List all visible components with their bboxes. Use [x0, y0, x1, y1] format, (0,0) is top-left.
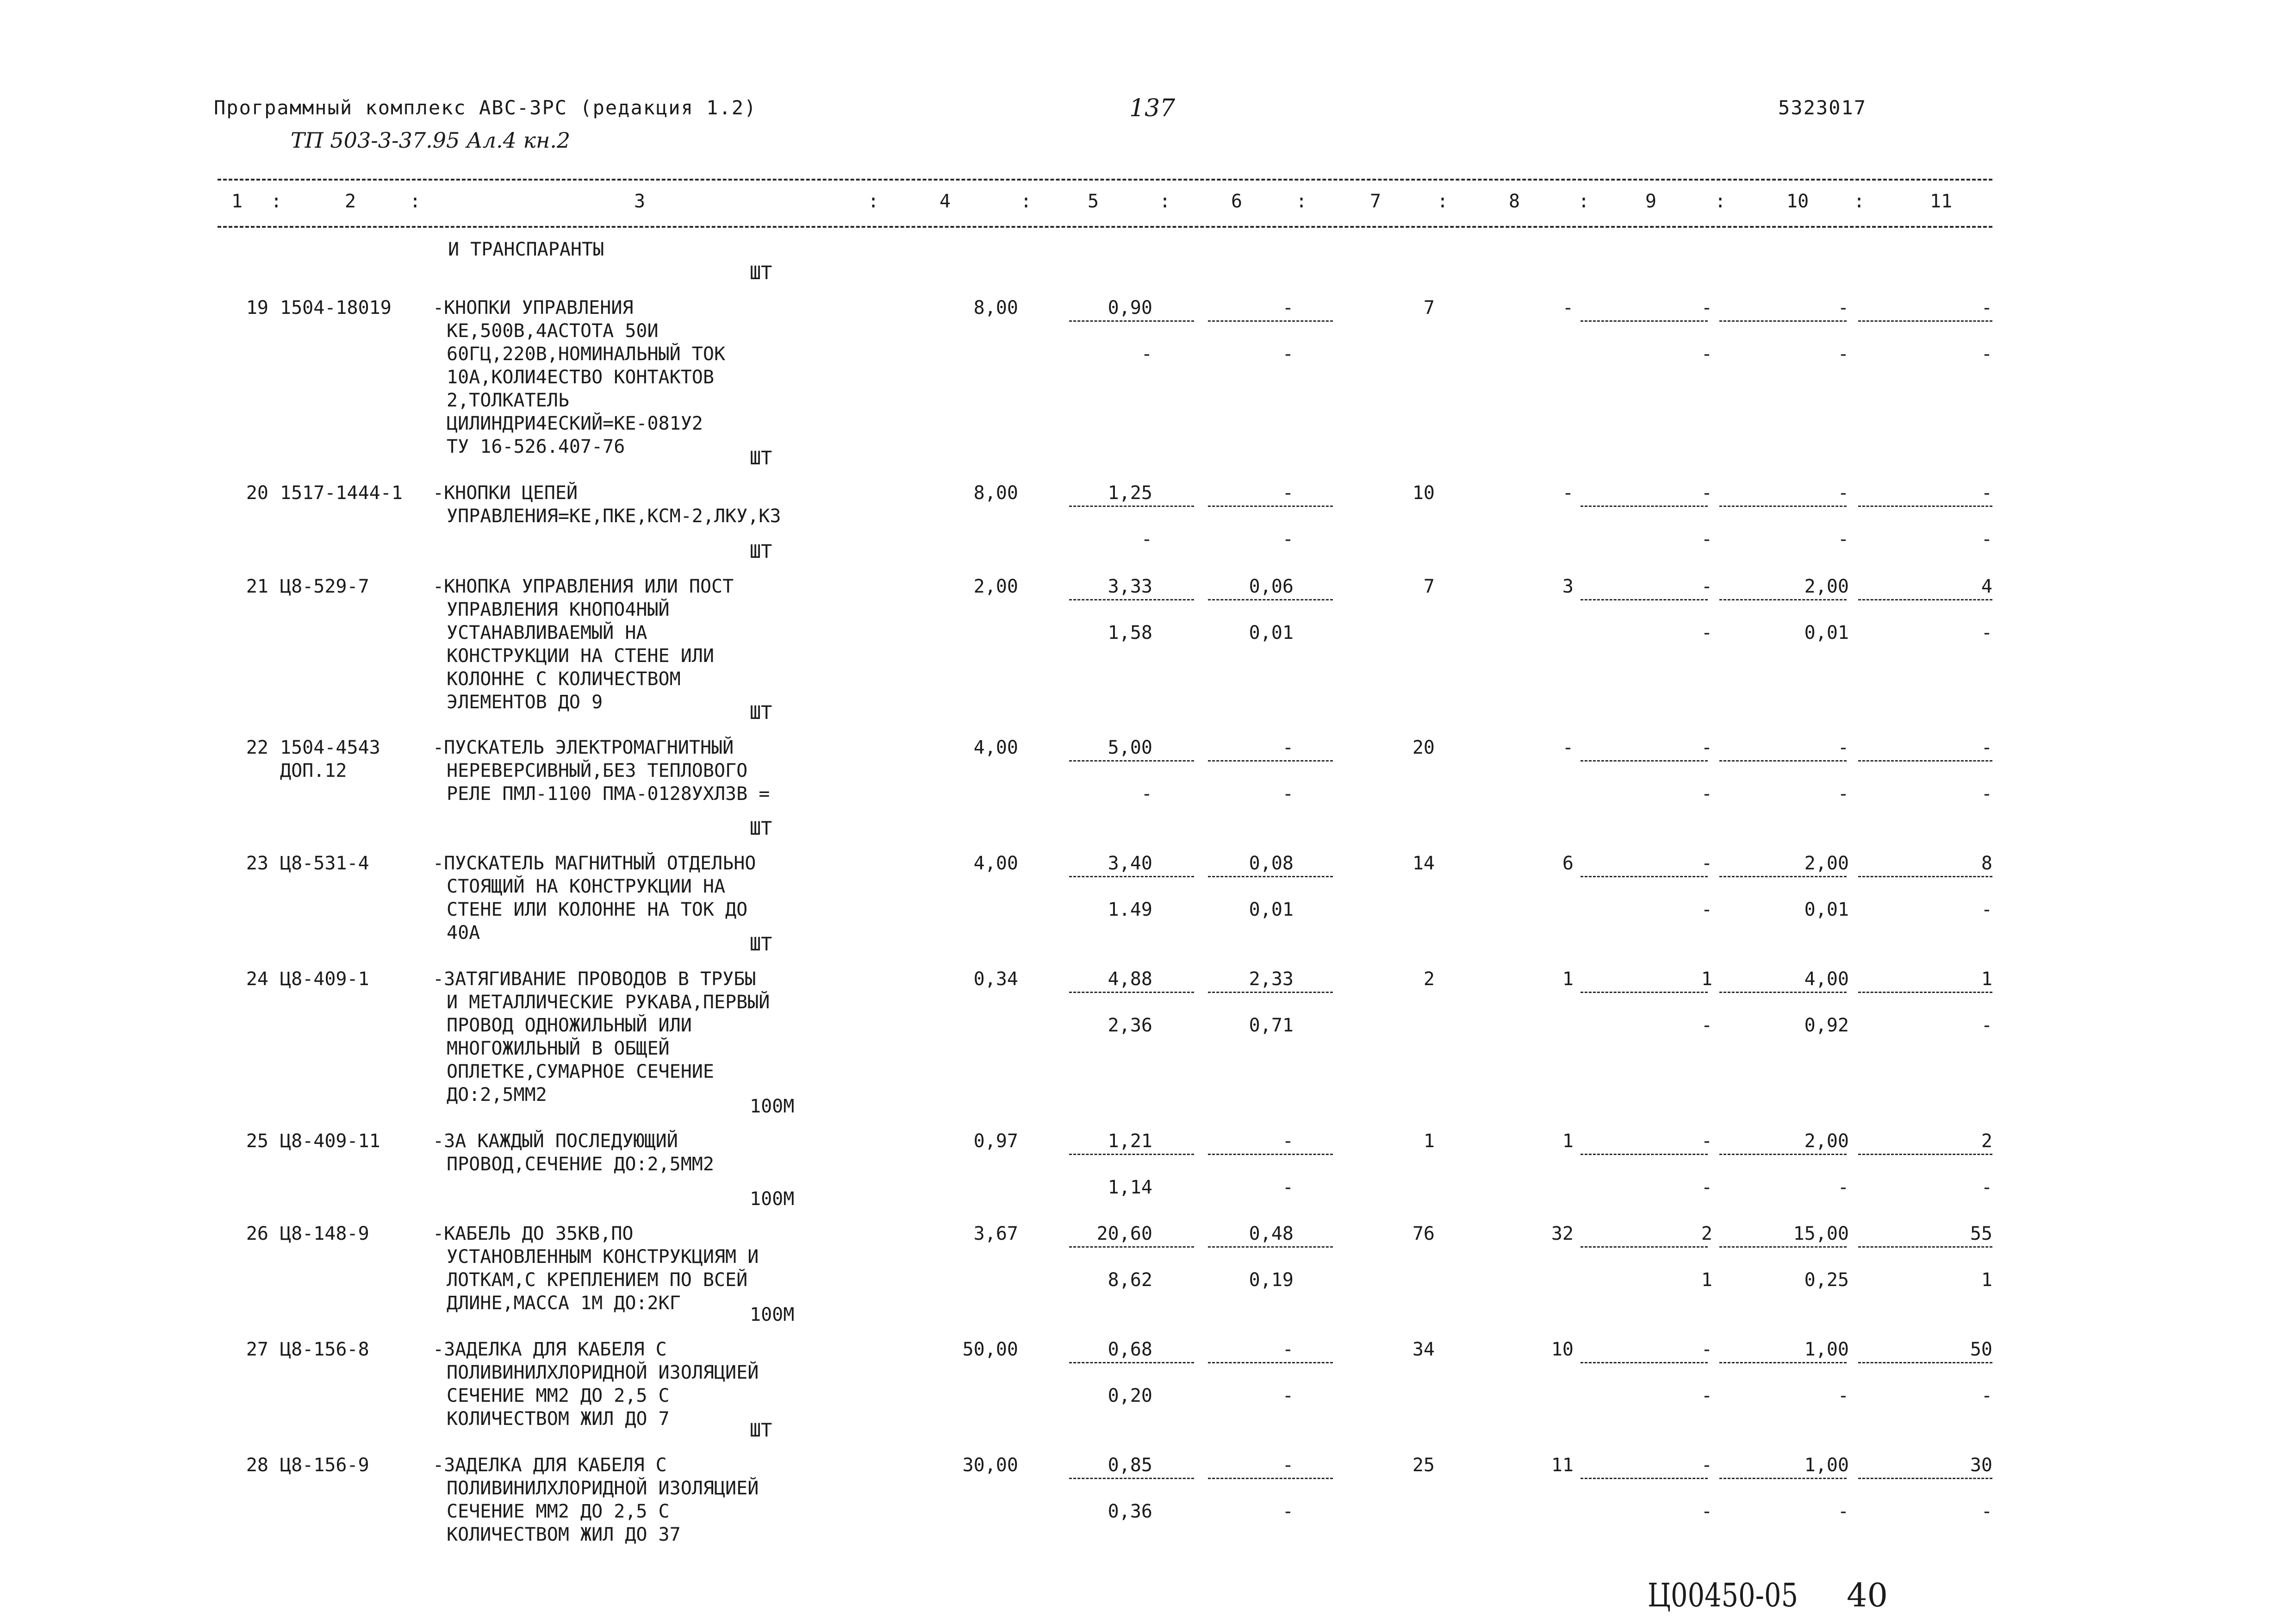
column-number-2: 2: [345, 191, 356, 212]
col9-top: 1: [1701, 968, 1712, 990]
col5-bottom: 0,20: [1108, 1385, 1152, 1406]
price-code: 1517-1444-1: [280, 482, 403, 504]
row-number: 21: [246, 576, 268, 597]
col7-value: 7: [1423, 297, 1435, 319]
work-description: -ЗАДЕЛКА ДЛЯ КАБЕЛЯ С ПОЛИВИНИЛХЛОРИДНОЙ ИЗОЛЯЦИЕЙ СЕЧЕНИЕ ММ2 ДО 2,5 С КОЛИЧЕСТВОМ ЖИЛ ДО 7: [433, 1339, 759, 1430]
fraction-divider: [1208, 320, 1333, 322]
col5-bottom: 1,14: [1108, 1177, 1152, 1198]
quantity: 30,00: [962, 1455, 1018, 1476]
fraction-divider: [1719, 1246, 1847, 1248]
column-separator: :: [410, 191, 421, 212]
archive-stamp: Ц00450-05: [1648, 1576, 1798, 1614]
col5-top: 0,68: [1108, 1339, 1152, 1360]
col11-top: 2: [1981, 1131, 1992, 1152]
work-description: -ПУСКАТЕЛЬ ЭЛЕКТРОМАГНИТНЫЙ НЕРЕВЕРСИВНЫЙ,БЕЗ ТЕПЛОВОГО РЕЛЕ ПМЛ-1100 ПМА-0128УХЛЗВ =: [433, 737, 770, 805]
quantity: 0,34: [973, 968, 1018, 990]
col5-top: 1,21: [1108, 1131, 1152, 1152]
col7-value: 34: [1412, 1339, 1435, 1360]
quantity: 4,00: [973, 737, 1018, 758]
col9-bottom: -: [1701, 622, 1712, 643]
fraction-divider: [1719, 599, 1847, 600]
fraction-divider: [1719, 1154, 1847, 1155]
work-description: -ЗА КАЖДЫЙ ПОСЛЕДУЮЩИЙ ПРОВОД,СЕЧЕНИЕ ДО:2,5ММ2: [433, 1131, 714, 1175]
unit-label: ШТ: [750, 702, 772, 724]
column-number-4: 4: [940, 191, 951, 212]
col10-top: 1,00: [1804, 1455, 1849, 1476]
col8-value: -: [1562, 482, 1574, 504]
col8-value: 1: [1562, 1131, 1574, 1152]
col9-bottom: -: [1701, 1385, 1712, 1406]
unit-label: ШТ: [750, 934, 772, 955]
fraction-divider: [1858, 1154, 1992, 1155]
price-code: Ц8-148-9: [280, 1223, 369, 1244]
fraction-divider: [1580, 992, 1708, 993]
col11-top: 8: [1981, 853, 1992, 874]
col6-top: -: [1282, 1339, 1294, 1360]
unit-label: ШТ: [750, 262, 772, 284]
col10-bottom: 0,01: [1804, 622, 1849, 643]
unit-label: ШТ: [750, 1420, 772, 1441]
fraction-divider: [1208, 1478, 1333, 1479]
header-rule-bottom: [218, 226, 1992, 228]
col11-bottom: -: [1981, 622, 1992, 643]
col9-bottom: -: [1701, 529, 1712, 550]
col10-top: -: [1837, 737, 1849, 758]
price-code: 1504-18019: [280, 297, 392, 319]
fraction-divider: [1580, 760, 1708, 762]
col10-bottom: -: [1837, 344, 1849, 365]
fraction-divider: [1069, 1362, 1194, 1363]
col5-bottom: 2,36: [1108, 1015, 1152, 1036]
col6-top: -: [1282, 482, 1294, 504]
fraction-divider: [1580, 876, 1708, 877]
column-separator: :: [1715, 191, 1726, 212]
quantity: 8,00: [973, 482, 1018, 504]
fraction-divider: [1069, 1478, 1194, 1479]
row-number: 24: [246, 968, 268, 990]
col9-bottom: -: [1701, 344, 1712, 365]
unit-label: ШТ: [750, 818, 772, 839]
sheet-number: 40: [1847, 1576, 1888, 1614]
col5-top: 0,90: [1108, 297, 1152, 319]
col11-top: 55: [1970, 1223, 1992, 1244]
fraction-divider: [1719, 320, 1847, 322]
fraction-divider: [1208, 760, 1333, 762]
col6-top: 2,33: [1249, 968, 1294, 990]
row-number: 19: [246, 297, 268, 319]
price-code: Ц8-409-11: [280, 1131, 380, 1152]
fraction-divider: [1580, 1246, 1708, 1248]
col9-bottom: 1: [1701, 1269, 1712, 1291]
col6-bottom: -: [1282, 344, 1294, 365]
col7-value: 7: [1423, 576, 1435, 597]
col11-bottom: -: [1981, 529, 1992, 550]
col6-top: -: [1282, 1131, 1294, 1152]
col10-bottom: -: [1837, 1177, 1849, 1198]
fraction-divider: [1208, 876, 1333, 877]
col11-bottom: -: [1981, 899, 1992, 920]
col6-bottom: -: [1282, 1501, 1294, 1522]
col8-value: 1: [1562, 968, 1574, 990]
col6-bottom: -: [1282, 783, 1294, 805]
col11-bottom: 1: [1981, 1269, 1992, 1291]
col11-top: 50: [1970, 1339, 1992, 1360]
col8-value: -: [1562, 297, 1574, 319]
fraction-divider: [1069, 992, 1194, 993]
fraction-divider: [1719, 1478, 1847, 1479]
row-number: 25: [246, 1131, 268, 1152]
col7-value: 25: [1412, 1455, 1435, 1476]
col9-top: -: [1701, 737, 1712, 758]
fraction-divider: [1069, 876, 1194, 877]
fraction-divider: [1858, 1362, 1992, 1363]
col9-top: -: [1701, 1339, 1712, 1360]
col5-bottom: -: [1141, 783, 1152, 805]
col10-bottom: -: [1837, 783, 1849, 805]
quantity: 0,97: [973, 1131, 1018, 1152]
col7-value: 20: [1412, 737, 1435, 758]
fraction-divider: [1208, 992, 1333, 993]
column-number-11: 11: [1930, 191, 1953, 212]
column-number-9: 9: [1645, 191, 1657, 212]
fraction-divider: [1069, 506, 1194, 507]
col9-bottom: -: [1701, 1177, 1712, 1198]
col5-bottom: -: [1141, 344, 1152, 365]
fraction-divider: [1208, 506, 1333, 507]
fraction-divider: [1069, 599, 1194, 600]
work-description: -КНОПКА УПРАВЛЕНИЯ ИЛИ ПОСТ УПРАВЛЕНИЯ КНОПО4НЫЙ УСТАНАВЛИВАЕМЫЙ НА КОНСТРУКЦИИ НА СТЕНЕ ИЛИ КОЛОННЕ С КОЛИЧЕСТВОМ ЭЛЕМЕНТОВ ДО 9: [433, 576, 734, 713]
group-title: И ТРАНСПАРАНТЫ: [448, 239, 604, 260]
col11-top: -: [1981, 297, 1992, 319]
work-description: -КАБЕЛЬ ДО 35КВ,ПО УСТАНОВЛЕННЫМ КОНСТРУКЦИЯМ И ЛОТКАМ,С КРЕПЛЕНИЕМ ПО ВСЕЙ ДЛИНЕ,МАССА 1М ДО:2КГ: [433, 1223, 759, 1314]
col11-bottom: -: [1981, 1385, 1992, 1406]
col8-value: 11: [1551, 1455, 1574, 1476]
col5-bottom: 1.49: [1108, 899, 1152, 920]
col5-bottom: 0,36: [1108, 1501, 1152, 1522]
col5-bottom: -: [1141, 529, 1152, 550]
price-code: 1504-4543: [280, 737, 380, 758]
col6-bottom: -: [1282, 1385, 1294, 1406]
column-separator: :: [868, 191, 879, 212]
col6-top: -: [1282, 737, 1294, 758]
row-number: 20: [246, 482, 268, 504]
fraction-divider: [1858, 876, 1992, 877]
row-number: 28: [246, 1455, 268, 1476]
col6-top: 0,48: [1249, 1223, 1294, 1244]
unit-label: ШТ: [750, 541, 772, 562]
col10-bottom: 0,25: [1804, 1269, 1849, 1291]
price-code-addendum: ДОП.12: [280, 760, 347, 781]
fraction-divider: [1858, 599, 1992, 600]
fraction-divider: [1719, 760, 1847, 762]
column-number-10: 10: [1786, 191, 1809, 212]
price-code: Ц8-156-9: [280, 1455, 369, 1476]
column-number-1: 1: [231, 191, 243, 212]
col11-bottom: -: [1981, 344, 1992, 365]
quantity: 3,67: [973, 1223, 1018, 1244]
document-code: 5323017: [1778, 96, 1867, 119]
col9-top: -: [1701, 482, 1712, 504]
col6-bottom: 0,01: [1249, 899, 1294, 920]
fraction-divider: [1580, 1478, 1708, 1479]
fraction-divider: [1858, 1478, 1992, 1479]
col9-top: -: [1701, 853, 1712, 874]
row-number: 22: [246, 737, 268, 758]
col5-top: 20,60: [1096, 1223, 1152, 1244]
row-number: 27: [246, 1339, 268, 1360]
quantity: 4,00: [973, 853, 1018, 874]
col10-bottom: -: [1837, 529, 1849, 550]
col10-bottom: 0,01: [1804, 899, 1849, 920]
handwritten-reference: ТП 503-3-37.95 Ал.4 кн.2: [291, 128, 571, 153]
row-number: 23: [246, 853, 268, 874]
column-number-7: 7: [1370, 191, 1381, 212]
price-code: Ц8-156-8: [280, 1339, 369, 1360]
col8-value: 6: [1562, 853, 1574, 874]
fraction-divider: [1858, 506, 1992, 507]
col6-top: -: [1282, 297, 1294, 319]
fraction-divider: [1208, 1362, 1333, 1363]
unit-label: 100М: [750, 1304, 795, 1325]
col11-top: 4: [1981, 576, 1992, 597]
col6-bottom: 0,01: [1249, 622, 1294, 643]
quantity: 8,00: [973, 297, 1018, 319]
fraction-divider: [1208, 1246, 1333, 1248]
row-number: 26: [246, 1223, 268, 1244]
col10-bottom: -: [1837, 1501, 1849, 1522]
column-separator: :: [1854, 191, 1865, 212]
price-code: Ц8-409-1: [280, 968, 369, 990]
work-description: -ПУСКАТЕЛЬ МАГНИТНЫЙ ОТДЕЛЬНО СТОЯЩИЙ НА КОНСТРУКЦИИ НА СТЕНЕ ИЛИ КОЛОННЕ НА ТОК ДО 40А: [433, 853, 756, 943]
fraction-divider: [1580, 599, 1708, 600]
col5-top: 5,00: [1108, 737, 1152, 758]
col9-bottom: -: [1701, 899, 1712, 920]
col6-bottom: -: [1282, 1177, 1294, 1198]
col6-bottom: 0,19: [1249, 1269, 1294, 1291]
col6-top: 0,08: [1249, 853, 1294, 874]
unit-label: 100М: [750, 1188, 795, 1210]
quantity: 50,00: [962, 1339, 1018, 1360]
col9-top: -: [1701, 576, 1712, 597]
fraction-divider: [1069, 1154, 1194, 1155]
column-number-6: 6: [1231, 191, 1243, 212]
column-separator: :: [1159, 191, 1171, 212]
col5-top: 4,88: [1108, 968, 1152, 990]
col8-value: 3: [1562, 576, 1574, 597]
fraction-divider: [1208, 599, 1333, 600]
quantity: 2,00: [973, 576, 1018, 597]
col10-top: 2,00: [1804, 1131, 1849, 1152]
fraction-divider: [1719, 1362, 1847, 1363]
col9-bottom: -: [1701, 1015, 1712, 1036]
fraction-divider: [1858, 992, 1992, 993]
fraction-divider: [1580, 1154, 1708, 1155]
column-separator: :: [1020, 191, 1032, 212]
col6-bottom: -: [1282, 529, 1294, 550]
col9-top: 2: [1701, 1223, 1712, 1244]
col7-value: 76: [1412, 1223, 1435, 1244]
col5-top: 3,33: [1108, 576, 1152, 597]
col9-top: -: [1701, 297, 1712, 319]
col10-bottom: -: [1837, 1385, 1849, 1406]
work-description: -КНОПКИ ЦЕПЕЙ УПРАВЛЕНИЯ=КЕ,ПКЕ,КСМ-2,ЛКУ,КЗ: [433, 482, 781, 527]
col10-top: -: [1837, 297, 1849, 319]
col6-bottom: 0,71: [1249, 1015, 1294, 1036]
col9-top: -: [1701, 1131, 1712, 1152]
col7-value: 1: [1423, 1131, 1435, 1152]
program-title: Программный комплекс АВС-ЗРС (редакция 1.2): [214, 96, 757, 119]
price-code: Ц8-531-4: [280, 853, 369, 874]
fraction-divider: [1069, 1246, 1194, 1248]
col10-top: 1,00: [1804, 1339, 1849, 1360]
unit-label: 100М: [750, 1096, 795, 1117]
col10-top: 2,00: [1804, 853, 1849, 874]
col8-value: 10: [1551, 1339, 1574, 1360]
col9-bottom: -: [1701, 1501, 1712, 1522]
work-description: -КНОПКИ УПРАВЛЕНИЯ КЕ,500В,4АСТОТА 50И 60ГЦ,220В,НОМИНАЛЬНЫЙ ТОК 10А,КОЛИ4ЕСТВО КОНТАКТОВ 2,ТОЛКАТЕЛЬ ЦИЛИНДРИ4ЕСКИЙ=КЕ-081У2 ТУ 16-526.407-76: [433, 297, 726, 457]
col6-top: -: [1282, 1455, 1294, 1476]
col11-top: -: [1981, 737, 1992, 758]
column-number-5: 5: [1088, 191, 1099, 212]
col11-bottom: -: [1981, 1015, 1992, 1036]
col10-top: 15,00: [1793, 1223, 1849, 1244]
header-rule-top: [218, 179, 1992, 181]
fraction-divider: [1858, 320, 1992, 322]
fraction-divider: [1208, 1154, 1333, 1155]
fraction-divider: [1580, 320, 1708, 322]
col7-value: 14: [1412, 853, 1435, 874]
col11-top: 1: [1981, 968, 1992, 990]
col5-top: 1,25: [1108, 482, 1152, 504]
col6-top: 0,06: [1249, 576, 1294, 597]
col5-bottom: 8,62: [1108, 1269, 1152, 1291]
col7-value: 2: [1423, 968, 1435, 990]
col8-value: 32: [1551, 1223, 1574, 1244]
column-number-8: 8: [1509, 191, 1520, 212]
col5-top: 0,85: [1108, 1455, 1152, 1476]
unit-label: ШТ: [750, 448, 772, 469]
fraction-divider: [1719, 876, 1847, 877]
col11-top: 30: [1970, 1455, 1992, 1476]
fraction-divider: [1858, 1246, 1992, 1248]
col10-top: 2,00: [1804, 576, 1849, 597]
column-number-3: 3: [634, 191, 646, 212]
column-separator: :: [1296, 191, 1307, 212]
col10-top: 4,00: [1804, 968, 1849, 990]
col10-bottom: 0,92: [1804, 1015, 1849, 1036]
col5-bottom: 1,58: [1108, 622, 1152, 643]
col7-value: 10: [1412, 482, 1435, 504]
fraction-divider: [1719, 506, 1847, 507]
col11-bottom: -: [1981, 783, 1992, 805]
fraction-divider: [1069, 760, 1194, 762]
fraction-divider: [1858, 760, 1992, 762]
page-number: 137: [1129, 94, 1176, 122]
col9-bottom: -: [1701, 783, 1712, 805]
fraction-divider: [1069, 320, 1194, 322]
price-code: Ц8-529-7: [280, 576, 369, 597]
col8-value: -: [1562, 737, 1574, 758]
column-separator: :: [1578, 191, 1590, 212]
col11-bottom: -: [1981, 1177, 1992, 1198]
work-description: -ЗАТЯГИВАНИЕ ПРОВОДОВ В ТРУБЫ И МЕТАЛЛИЧЕСКИЕ РУКАВА,ПЕРВЫЙ ПРОВОД ОДНОЖИЛЬНЫЙ ИЛИ МНОГОЖИЛЬНЫЙ В ОБЩЕЙ ОПЛЕТКЕ,СУМАРНОЕ СЕЧЕНИЕ ДО:2,5ММ2: [433, 968, 770, 1106]
column-separator: :: [271, 191, 282, 212]
fraction-divider: [1580, 1362, 1708, 1363]
fraction-divider: [1719, 992, 1847, 993]
col9-top: -: [1701, 1455, 1712, 1476]
work-description: -ЗАДЕЛКА ДЛЯ КАБЕЛЯ С ПОЛИВИНИЛХЛОРИДНОЙ ИЗОЛЯЦИЕЙ СЕЧЕНИЕ ММ2 ДО 2,5 С КОЛИЧЕСТВОМ ЖИЛ ДО 37: [433, 1455, 759, 1545]
col10-top: -: [1837, 482, 1849, 504]
fraction-divider: [1580, 506, 1708, 507]
column-separator: :: [1437, 191, 1449, 212]
col5-top: 3,40: [1108, 853, 1152, 874]
col11-top: -: [1981, 482, 1992, 504]
col11-bottom: -: [1981, 1501, 1992, 1522]
